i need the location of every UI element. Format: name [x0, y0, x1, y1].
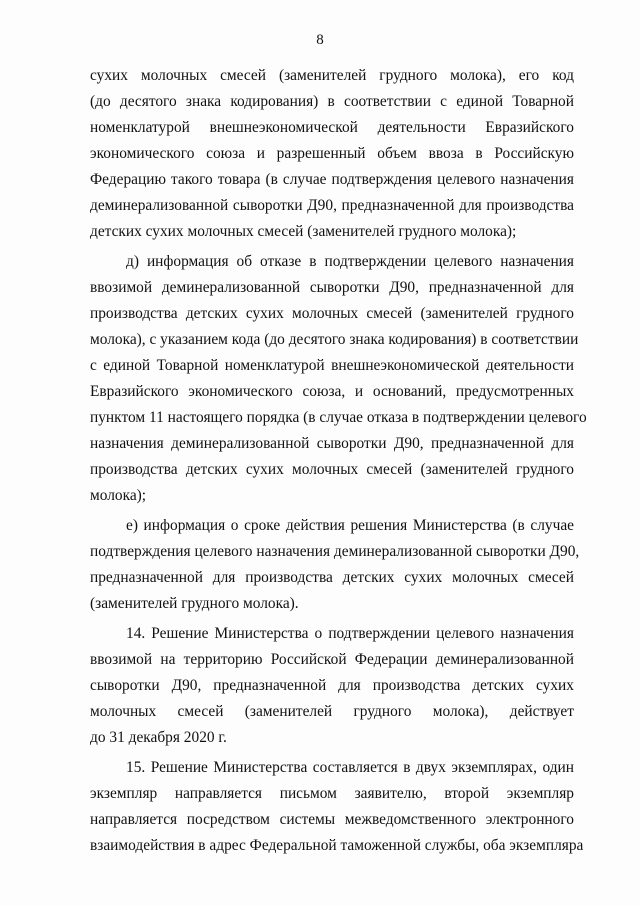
text-line: д) информация об отказе в подтверждении целевого назначения: [126, 253, 574, 270]
text-line: пунктом 11 настоящего порядка (в случае отказа в подтверждении целевого: [90, 409, 587, 426]
text-line: направляется посредством системы межведомственного электронного: [90, 811, 574, 828]
text-line: е) информация о сроке действия решения Министерства (в случае: [126, 517, 574, 534]
paragraph-item-d: [90, 249, 587, 509]
text-line: номенклатурой внешнеэкономической деятельности Евразийского: [90, 119, 574, 136]
text-line: деминерализованной сыворотки Д90, предназначенной для производства: [90, 197, 574, 214]
text-line: молока), с указанием кода (до десятого знака кодирования) в соответствии: [90, 331, 579, 348]
page-number: 8: [316, 32, 324, 48]
text-line: (до десятого знака кодирования) в соответствии с единой Товарной: [90, 93, 574, 110]
paragraph-item-e: [90, 513, 580, 617]
text-line: экземпляр направляется письмом заявителю, второй экземпляр: [90, 785, 574, 802]
text-line: сыворотки Д90, предназначенной для производства детских сухих: [90, 677, 574, 694]
text-line: 15. Решение Министерства составляется в двух экземплярах, один: [126, 759, 574, 776]
paragraph-clause-15: [90, 755, 584, 859]
text-line: Федерацию такого товара (в случае подтверждения целевого назначения: [90, 171, 574, 188]
text-line: производства детских сухих молочных смесей (заменителей грудного: [90, 461, 574, 478]
text-line: 14. Решение Министерства о подтверждении целевого назначения: [126, 625, 574, 642]
text-line: (заменителей грудного молока).: [90, 595, 299, 612]
document-body: [90, 63, 587, 859]
text-line: до 31 декабря 2020 г.: [90, 729, 227, 746]
text-line: с единой Товарной номенклатурой внешнеэкономической деятельности: [90, 357, 574, 374]
text-line: молочных смесей (заменителей грудного молока), действует: [90, 703, 574, 720]
text-line: экономического союза и разрешенный объем ввоза в Российскую: [90, 145, 574, 162]
text-line: подтверждения целевого назначения деминерализованной сыворотки Д90,: [90, 543, 580, 560]
text-line: производства детских сухих молочных смесей (заменителей грудного: [90, 305, 574, 322]
text-line: взаимодействия в адрес Федеральной таможенной службы, оба экземпляра: [90, 837, 584, 854]
text-line: молока);: [90, 487, 147, 504]
paragraph-clause-14: [90, 621, 574, 751]
paragraph-continuation: [90, 63, 574, 245]
text-line: ввозимой деминерализованной сыворотки Д90, предназначенной для: [90, 279, 574, 296]
text-line: предназначенной для производства детских сухих молочных смесей: [90, 569, 574, 586]
text-line: сухих молочных смесей (заменителей грудного молока), его код: [90, 67, 574, 84]
text-line: назначения деминерализованной сыворотки Д90, предназначенной для: [90, 435, 574, 452]
text-line: детских сухих молочных смесей (заменителей грудного молока);: [90, 223, 517, 240]
text-line: Евразийского экономического союза, и оснований, предусмотренных: [90, 383, 574, 400]
text-line: ввозимой на территорию Российской Федерации деминерализованной: [90, 651, 574, 668]
